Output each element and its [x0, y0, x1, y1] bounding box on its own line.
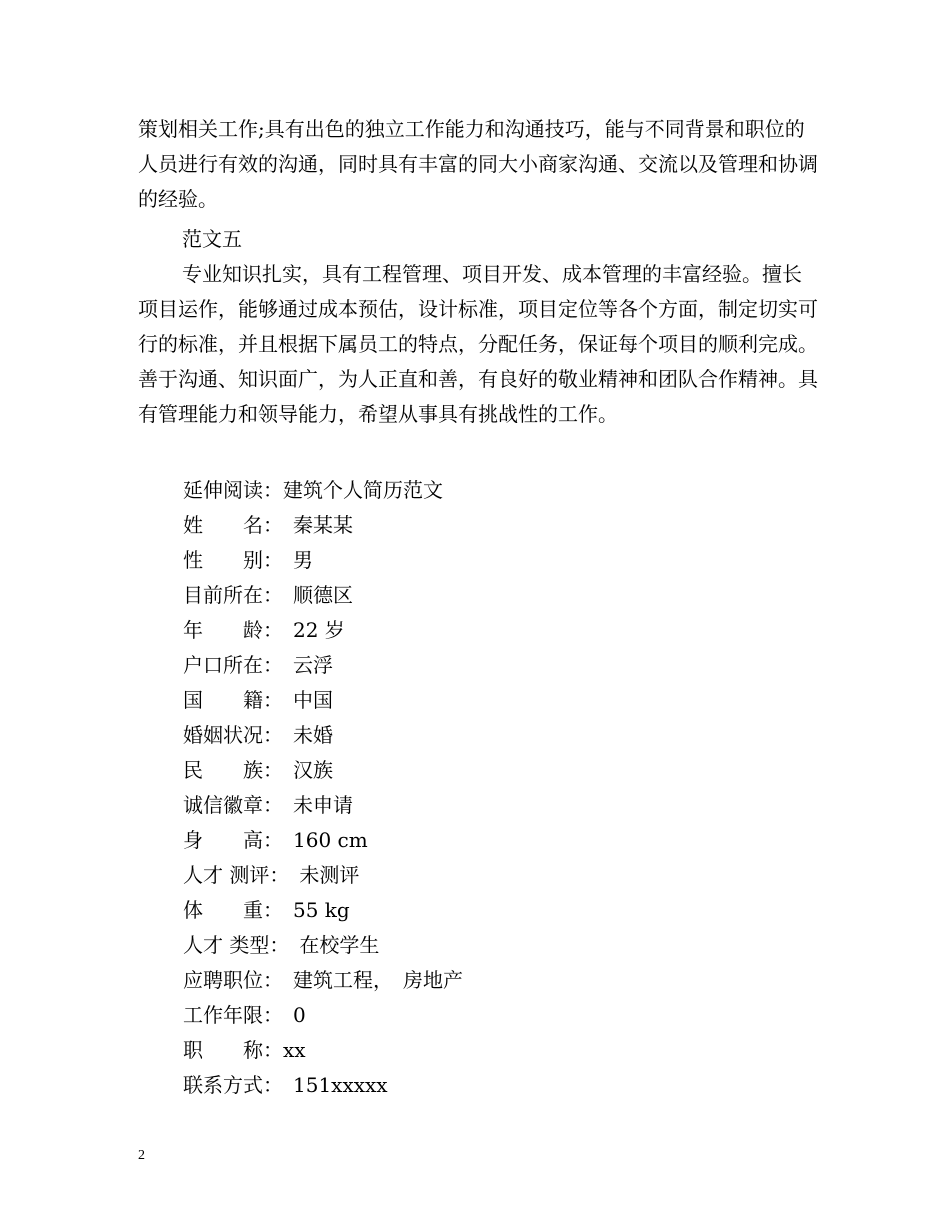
profile-row-experience: 工作年限： 0: [183, 1003, 306, 1027]
profile-row-talent-type: 人才 类型： 在校学生: [183, 933, 380, 957]
profile-row-contact: 联系方式： 151xxxxx: [183, 1073, 388, 1097]
profile-row-marital: 婚姻状况： 未婚: [183, 723, 333, 747]
profile-row-assessment: 人才 测评： 未测评: [183, 863, 360, 887]
profile-row-name: 姓 名： 秦某某: [183, 513, 353, 537]
profile-row-title: 职 称：xx: [183, 1038, 306, 1062]
profile-row-ethnicity: 民 族： 汉族: [183, 758, 333, 782]
profile-row-weight: 体 重： 55 kg: [183, 898, 350, 922]
body-paragraph: 专业知识扎实，具有工程管理、项目开发、成本管理的丰富经验。擅长项目运作，能够通过成本预估，设计标准，项目定位等各个方面，制定切实可行的标准，并且根据下属员工的特点，分配任务，保证每个项目的顺利完成。善于沟通、知识面广，为人正直和善，有良好的敬业精神和团队合作精神。具有管理能力和领导能力，希望从事具有挑战性的工作。: [138, 262, 818, 426]
profile-row-badge: 诚信徽章： 未申请: [183, 793, 353, 817]
profile-row-gender: 性 别： 男: [183, 548, 313, 572]
profile-row-height: 身 高： 160 cm: [183, 828, 368, 852]
page-number: 2: [138, 1148, 145, 1163]
further-reading-line: 延伸阅读：建筑个人简历范文: [183, 478, 443, 502]
profile-row-position: 应聘职位： 建筑工程， 房地产: [183, 968, 463, 992]
profile-row-age: 年 龄： 22 岁: [183, 618, 345, 642]
profile-row-hukou: 户口所在： 云浮: [183, 653, 333, 677]
profile-row-location: 目前所在： 顺德区: [183, 583, 353, 607]
intro-paragraph: 策划相关工作;具有出色的独立工作能力和沟通技巧，能与不同背景和职位的人员进行有效的沟通，同时具有丰富的同大小商家沟通、交流以及管理和协调的经验。: [138, 117, 818, 211]
section-heading: 范文五: [182, 227, 242, 251]
profile-row-nationality: 国 籍： 中国: [183, 688, 333, 712]
